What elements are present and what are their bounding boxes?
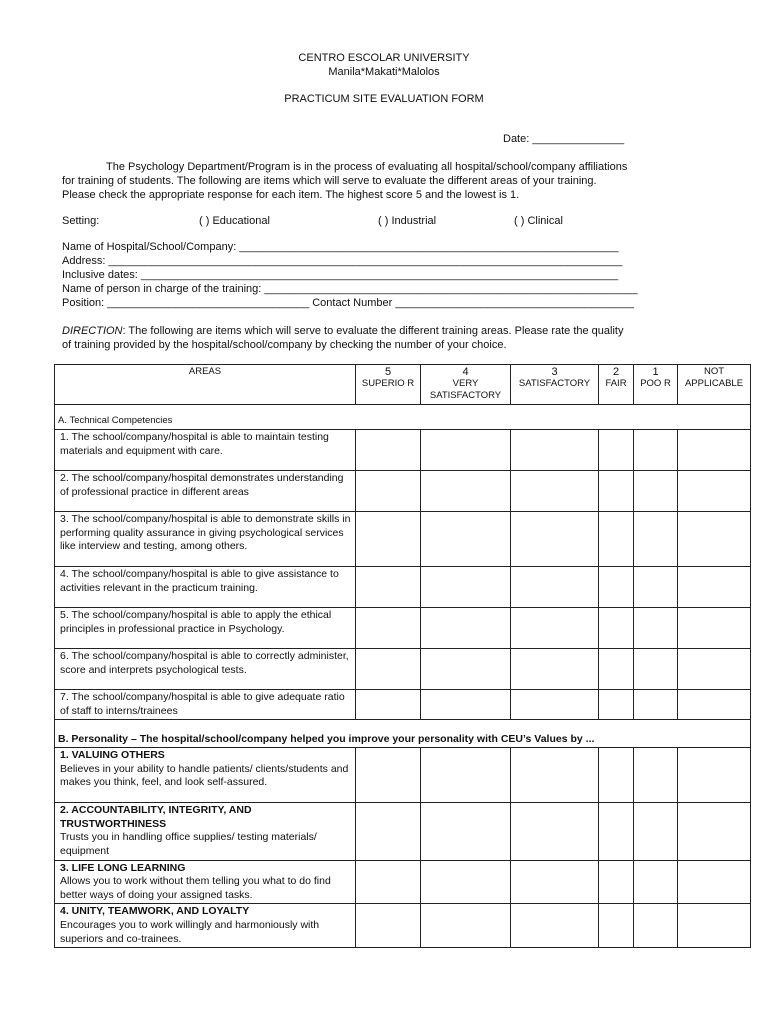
- university-name: CENTRO ESCOLAR UNIVERSITY: [298, 52, 470, 64]
- rating-cell-na[interactable]: [678, 904, 751, 948]
- rating-cell-na[interactable]: [678, 567, 751, 608]
- rating-cell-2[interactable]: [599, 904, 634, 948]
- direction-text: : The following are items which will serve to evaluate the different training areas. Please rate the quality: [122, 325, 624, 337]
- rating-cell-4[interactable]: [421, 803, 511, 860]
- column-header-areas: AREAS: [55, 365, 356, 405]
- rating-cell-4[interactable]: [421, 904, 511, 948]
- intro-line: Please check the appropriate response for each item. The highest score 5 and the lowest is 1.: [62, 189, 520, 201]
- column-header-not-applicable: NOT APPLICABLE: [678, 365, 751, 405]
- item-text: [55, 748, 356, 803]
- address-field[interactable]: [62, 255, 622, 267]
- rating-cell-1[interactable]: [634, 904, 678, 948]
- rating-cell-4[interactable]: [421, 649, 511, 690]
- rating-cell-5[interactable]: [356, 649, 421, 690]
- table-header-row: [55, 365, 751, 405]
- direction-paragraph: [62, 324, 722, 352]
- rating-cell-2[interactable]: [599, 803, 634, 860]
- rating-cell-2[interactable]: [599, 690, 634, 720]
- value-description: Believes in your ability to handle patients/ clients/students and makes you think, feel, and look self-assured.: [60, 762, 349, 789]
- rating-cell-1[interactable]: [634, 608, 678, 649]
- item-text: 4. The school/company/hospital is able to give assistance to activities relevant in the practicum training.: [55, 567, 356, 608]
- field-label: Name of person in charge of the training:: [62, 283, 262, 295]
- rating-cell-2[interactable]: [599, 567, 634, 608]
- section-b-title: B. Personality – The hospital/school/company helped you improve your personality with CEU’s Values by ...: [55, 720, 751, 748]
- item-text: 5. The school/company/hospital is able to apply the ethical principles in professional practice in Psychology.: [55, 608, 356, 649]
- rating-cell-5[interactable]: [356, 690, 421, 720]
- field-label: Inclusive dates:: [62, 269, 138, 281]
- hospital-name-field[interactable]: [62, 241, 619, 253]
- rating-cell-1[interactable]: [634, 512, 678, 567]
- rating-cell-5[interactable]: [356, 512, 421, 567]
- contact-number-blank[interactable]: _______________________________________: [395, 297, 634, 309]
- direction-text: of training provided by the hospital/school/company by checking the number of your choice.: [62, 339, 507, 351]
- value-heading: 3. LIFE LONG LEARNING: [60, 861, 186, 874]
- item-text: [55, 860, 356, 904]
- table-row: [55, 430, 751, 471]
- rating-cell-na[interactable]: [678, 748, 751, 803]
- rating-cell-5[interactable]: [356, 567, 421, 608]
- field-blank[interactable]: ____________________________________________________________________________________: [108, 255, 623, 267]
- field-blank[interactable]: _____________________________________________________________: [264, 283, 638, 295]
- item-text: 6. The school/company/hospital is able to correctly administer, score and interprets psychological tests.: [55, 649, 356, 690]
- rating-cell-na[interactable]: [678, 430, 751, 471]
- table-row: [55, 567, 751, 608]
- rating-cell-3[interactable]: [511, 430, 599, 471]
- rating-cell-3[interactable]: [511, 748, 599, 803]
- rating-cell-1[interactable]: [634, 567, 678, 608]
- rating-cell-3[interactable]: [511, 690, 599, 720]
- setting-option-educational[interactable]: ( ) Educational: [199, 215, 270, 227]
- section-a-title: A. Technical Competencies: [55, 405, 751, 430]
- value-description: Encourages you to work willingly and harmoniously with superiors and co-trainees.: [60, 918, 320, 945]
- rating-cell-1[interactable]: [634, 860, 678, 904]
- value-description: Trusts you in handling office supplies/ testing materials/ equipment: [60, 831, 317, 857]
- rating-cell-2[interactable]: [599, 748, 634, 803]
- table-row: [55, 904, 751, 948]
- rating-cell-2[interactable]: [599, 471, 634, 512]
- field-blank[interactable]: _________________________________: [107, 297, 310, 309]
- field-label: Name of Hospital/School/Company:: [62, 241, 237, 253]
- rating-cell-4[interactable]: [421, 471, 511, 512]
- rating-cell-3[interactable]: [511, 608, 599, 649]
- rating-cell-2[interactable]: [599, 608, 634, 649]
- rating-cell-3[interactable]: [511, 567, 599, 608]
- rating-cell-3[interactable]: [511, 803, 599, 860]
- item-text: 2. The school/company/hospital demonstrates understanding of professional practice in different areas: [55, 471, 356, 512]
- intro-line: for training of students. The following are items which will serve to evaluate the different areas of your training.: [62, 175, 597, 187]
- direction-label: DIRECTION: [62, 325, 123, 337]
- item-text: 3. The school/company/hospital is able to demonstrate skills in performing quality assurance in giving psychological services like interview and testing, among others.: [55, 512, 356, 567]
- rating-cell-3[interactable]: [511, 471, 599, 512]
- date-blank[interactable]: _______________: [532, 133, 625, 145]
- field-blank[interactable]: ______________________________________________________________: [239, 241, 619, 253]
- rating-cell-5[interactable]: [356, 860, 421, 904]
- rating-cell-3[interactable]: [511, 904, 599, 948]
- table-row: [55, 608, 751, 649]
- campus-list: Manila*Makati*Malolos: [328, 66, 440, 78]
- table-row: [55, 649, 751, 690]
- rating-cell-4[interactable]: [421, 512, 511, 567]
- rating-cell-5[interactable]: [356, 430, 421, 471]
- section-a-row: [55, 405, 751, 430]
- rating-cell-4[interactable]: [421, 608, 511, 649]
- column-header-satisfactory: 3 SATISFACTORY: [511, 365, 599, 405]
- evaluation-table: [54, 364, 751, 948]
- rating-cell-1[interactable]: [634, 690, 678, 720]
- setting-option-industrial[interactable]: ( ) Industrial: [378, 215, 437, 227]
- table-row: [55, 860, 751, 904]
- table-row: [55, 471, 751, 512]
- rating-cell-2[interactable]: [599, 860, 634, 904]
- setting-label: Setting:: [62, 215, 100, 227]
- rating-cell-na[interactable]: [678, 512, 751, 567]
- rating-cell-2[interactable]: [599, 649, 634, 690]
- rating-cell-4[interactable]: [421, 860, 511, 904]
- rating-cell-na[interactable]: [678, 471, 751, 512]
- rating-cell-2[interactable]: [599, 430, 634, 471]
- rating-cell-na[interactable]: [678, 803, 751, 860]
- section-b-row: [55, 720, 751, 748]
- rating-cell-5[interactable]: [356, 803, 421, 860]
- date-label: Date:: [503, 133, 530, 145]
- rating-cell-4[interactable]: [421, 690, 511, 720]
- rating-cell-3[interactable]: [511, 512, 599, 567]
- setting-option-clinical[interactable]: ( ) Clinical: [514, 215, 563, 227]
- value-heading: 1. VALUING OTHERS: [60, 749, 165, 762]
- rating-cell-5[interactable]: [356, 608, 421, 649]
- rating-cell-5[interactable]: [356, 471, 421, 512]
- table-row: [55, 748, 751, 803]
- item-text: 1. The school/company/hospital is able to maintain testing materials and equipment with care.: [55, 430, 356, 471]
- column-header-poor: 1 POO R: [634, 365, 678, 405]
- date-field[interactable]: [503, 133, 624, 145]
- intro-paragraph: [62, 160, 722, 202]
- column-header-very-satisfactory: 4 VERY SATISFACTORY: [421, 365, 511, 405]
- value-heading: 4. UNITY, TEAMWORK, AND LOYALTY: [60, 905, 250, 918]
- rating-cell-na[interactable]: [678, 608, 751, 649]
- rating-cell-3[interactable]: [511, 649, 599, 690]
- position-field[interactable]: [62, 297, 634, 309]
- rating-cell-4[interactable]: [421, 567, 511, 608]
- contact-number-label: Contact Number: [312, 297, 393, 309]
- rating-cell-na[interactable]: [678, 649, 751, 690]
- rating-cell-4[interactable]: [421, 748, 511, 803]
- column-header-superior: 5 SUPERIO R: [356, 365, 421, 405]
- rating-cell-3[interactable]: [511, 860, 599, 904]
- rating-cell-4[interactable]: [421, 430, 511, 471]
- field-label: Position:: [62, 297, 105, 309]
- item-text: [55, 904, 356, 948]
- rating-cell-5[interactable]: [356, 748, 421, 803]
- item-text: 7. The school/company/hospital is able to give adequate ratio of staff to interns/trainees: [55, 690, 356, 720]
- rating-cell-1[interactable]: [634, 649, 678, 690]
- rating-cell-1[interactable]: [634, 748, 678, 803]
- table-row: [55, 803, 751, 860]
- form-title: PRACTICUM SITE EVALUATION FORM: [284, 93, 484, 105]
- item-text: [55, 803, 356, 860]
- table-row: [55, 512, 751, 567]
- column-header-fair: 2 FAIR: [599, 365, 634, 405]
- value-description: Allows you to work without them telling you what to do find better ways of doing your assigned tasks.: [60, 875, 331, 901]
- rating-cell-na[interactable]: [678, 860, 751, 904]
- rating-cell-na[interactable]: [678, 690, 751, 720]
- person-in-charge-field[interactable]: [62, 283, 638, 295]
- rating-cell-1[interactable]: [634, 471, 678, 512]
- field-blank[interactable]: ______________________________________________________________________________: [140, 269, 619, 281]
- rating-cell-2[interactable]: [599, 512, 634, 567]
- value-heading: 2. ACCOUNTABILITY, INTEGRITY, AND TRUSTWORTHINESS: [60, 804, 252, 830]
- rating-cell-1[interactable]: [634, 430, 678, 471]
- intro-line: The Psychology Department/Program is in the process of evaluating all hospital/school/company affiliations: [106, 161, 628, 173]
- field-label: Address:: [62, 255, 106, 267]
- table-row: [55, 690, 751, 720]
- rating-cell-1[interactable]: [634, 803, 678, 860]
- inclusive-dates-field[interactable]: [62, 269, 618, 281]
- rating-cell-5[interactable]: [356, 904, 421, 948]
